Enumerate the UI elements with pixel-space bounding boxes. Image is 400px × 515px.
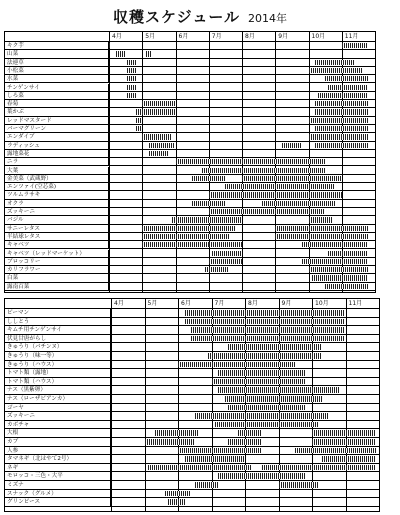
crop-row [5,421,379,430]
harvest-period-bar [228,405,305,411]
harvest-period-bar [309,134,369,139]
crop-row [5,175,375,183]
crop-name: カブ [5,438,111,446]
harvest-period-bar [218,370,305,376]
title-text: 収穫スケジュール [112,8,241,26]
crop-name: エンダイブ [5,133,109,140]
harvest-period-bar [209,192,342,197]
harvest-period-bar [168,499,185,505]
crop-row [5,150,375,158]
harvest-period-bar [262,465,376,471]
crop-name: オクラ [5,200,109,207]
harvest-period-bar [185,310,346,316]
crop-row [5,200,375,208]
harvest-period-bar [202,168,325,173]
crop-name: ししとう [5,318,111,326]
harvest-period-bar [146,51,153,56]
harvest-table-leafy [4,31,376,293]
crop-row [5,429,379,438]
harvest-period-bar [212,251,242,256]
harvest-period-bar [209,259,242,264]
harvest-period-bar [225,184,335,189]
harvest-period-bar [279,482,319,488]
month-label: 7月 [212,299,246,308]
crop-name: きゅうり（味一等） [5,352,111,360]
crop-row [5,447,379,456]
crop-name: 露南百菜 [5,283,109,290]
crop-row [5,343,379,352]
harvest-period-bar [116,51,126,56]
crop-row [5,233,375,241]
harvest-period-bar [309,68,362,73]
harvest-period-bar [185,319,346,325]
harvest-period-bar [136,109,176,114]
crop-name: モロッコ・三色・大平 [5,472,111,480]
month-label: 7月 [209,32,242,41]
crop-row [5,125,375,133]
crop-name: カリフラワー [5,266,109,273]
harvest-period-bar [205,267,228,272]
harvest-period-bar [178,362,252,368]
crop-row [5,438,379,447]
harvest-period-bar [142,101,175,106]
crop-row [5,191,375,199]
crop-name: トマト類（露地） [5,369,111,377]
crop-row [5,67,375,75]
harvest-period-bar [315,126,368,131]
crop-row [5,216,375,224]
harvest-period-bar [127,93,135,98]
crop-name: 白菜 [5,274,109,281]
harvest-period-bar [142,234,228,239]
month-label: 4月 [111,299,145,308]
month-label: 10月 [309,32,342,41]
harvest-period-bar [309,267,369,272]
crop-name: ナス（ローザビアンカ） [5,395,111,403]
harvest-period-bar [275,234,368,239]
harvest-period-bar [209,209,325,214]
crop-row [5,464,379,473]
harvest-table-fruit-root [4,298,380,512]
month-label: 5月 [142,32,175,41]
crop-name: ニラ [5,158,109,165]
crop-name: ラディッシュ [5,142,109,149]
crop-name: トマト類（ハウス） [5,378,111,386]
crop-name: 伏見甘唐がらし [5,335,111,343]
crop-row [5,100,375,108]
crop-name: 大根 [5,429,111,437]
crop-row [5,142,375,150]
month-label: 9月 [275,32,308,41]
crop-name: バジル [5,216,109,223]
harvest-period-bar [195,482,218,488]
crop-name: ミズナ [5,481,111,489]
month-label: 9月 [279,299,313,308]
crop-row [5,158,375,166]
harvest-period-bar [208,353,322,359]
crop-name: ズッキーニ [5,208,109,215]
crop-row [5,274,375,282]
crop-name: キャベツ（レッドマーケット） [5,250,109,257]
crop-name: サニーレタス [5,225,109,232]
crop-row [5,318,379,327]
crop-row [5,50,375,58]
crop-name: きゅうり（ハウス） [5,361,111,369]
harvest-period-bar [127,76,135,81]
crop-name: チンゲンサイ [5,84,109,91]
crop-row [5,378,379,387]
harvest-period-bar [136,118,143,123]
harvest-period-bar [275,226,368,231]
schedule-title [0,6,400,27]
crop-name: キャベツ [5,241,109,248]
harvest-period-bar [127,85,135,90]
crop-row [5,455,379,464]
harvest-period-bar [127,60,135,65]
harvest-period-bar [172,217,242,222]
crop-name: 葉かぶ [5,108,109,115]
harvest-period-bar [262,201,335,206]
crop-name: 人参 [5,447,111,455]
harvest-period-bar [191,336,345,342]
crop-name: カボチャ [5,421,111,429]
harvest-period-bar [295,448,375,454]
crop-name: 法連草 [5,59,109,66]
harvest-period-bar [325,284,368,289]
month-label: 5月 [145,299,179,308]
crop-name: キク芋 [5,42,109,49]
crop-name: ナス（黒紫卵） [5,386,111,394]
crop-row [5,404,379,413]
month-label: 10月 [312,299,346,308]
harvest-period-bar [136,126,143,131]
crop-name: ネギ [5,464,111,472]
crop-name: ピーマン [5,309,111,317]
month-label: 11月 [346,299,380,308]
crop-row [5,361,379,370]
harvest-period-bar [328,251,368,256]
harvest-period-bar [309,118,369,123]
harvest-period-bar [191,327,345,333]
harvest-period-bar [242,176,342,181]
crop-row [5,117,375,125]
harvest-period-bar [218,387,339,393]
harvest-period-bar [342,43,369,48]
harvest-period-bar [142,242,209,247]
crop-name: 春菊 [5,100,109,107]
harvest-period-bar [312,439,376,445]
harvest-period-bar [312,275,369,280]
crop-row [5,75,375,83]
harvest-period-bar [142,134,172,139]
crop-row [5,481,379,490]
crop-row [5,472,379,481]
harvest-period-bar [192,201,225,206]
crop-row [5,490,379,499]
crop-name: 金美菜（武蔵野） [5,175,109,182]
harvest-period-bar [315,60,355,65]
harvest-period-bar [192,176,225,181]
crop-row [5,167,375,175]
month-header [5,32,375,42]
crop-row [5,42,375,50]
crop-name: 山菜 [5,50,109,57]
crop-row [5,266,375,274]
harvest-period-bar [228,439,262,445]
crop-name: グリンピース [5,498,111,506]
month-label: 4月 [109,32,142,41]
crop-row [5,250,375,258]
harvest-period-bar [328,85,368,90]
harvest-period-bar [109,43,111,48]
crop-row [5,59,375,67]
crop-row [5,369,379,378]
month-label: 6月 [178,299,212,308]
harvest-period-bar [142,226,235,231]
harvest-period-bar [252,362,296,368]
harvest-period-bar [185,456,245,462]
harvest-period-bar [218,473,305,479]
harvest-period-bar [228,344,322,350]
crop-row [5,258,375,266]
harvest-period-bar [238,430,261,436]
harvest-period-bar [155,430,199,436]
harvest-period-bar [315,109,368,114]
harvest-period-bar [209,242,242,247]
crop-name: ツルムラサキ [5,191,109,198]
crop-name: しろ菜 [5,92,109,99]
crop-row [5,386,379,395]
harvest-period-bar [148,465,252,471]
harvest-period-bar [325,76,368,81]
crop-row [5,92,375,100]
crop-row [5,326,379,335]
harvest-period-bar [127,68,135,73]
crop-row [5,352,379,361]
harvest-period-bar [165,491,192,497]
crop-row [5,498,379,507]
crop-name: 大葉 [5,167,109,174]
harvest-period-bar [322,456,376,462]
crop-row [5,241,375,249]
crop-name: きゅうり（パチンヌ） [5,343,111,351]
harvest-period-bar [302,259,369,264]
month-label: 8月 [242,32,275,41]
harvest-period-bar [312,430,376,436]
month-header [5,299,379,309]
crop-row [5,283,375,291]
harvest-period-bar [149,151,169,156]
month-label: 11月 [342,32,375,41]
harvest-period-bar [212,379,306,385]
crop-name: スナック（グルメ） [5,490,111,498]
month-label: 6月 [176,32,209,41]
crop-name: バーマグリーン [5,125,109,132]
harvest-period-bar [149,143,176,148]
harvest-period-bar [195,413,329,419]
crop-name: ブロッコリー [5,258,109,265]
harvest-period-bar [282,143,302,148]
crop-row [5,335,379,344]
harvest-period-bar [302,242,369,247]
harvest-period-bar [315,101,368,106]
crop-row [5,108,375,116]
crop-name: 水菜 [5,75,109,82]
harvest-period-bar [318,93,368,98]
harvest-period-bar [145,439,195,445]
crop-name: 小松菜 [5,67,109,74]
crop-name: キムチ用チンゲンサイ [5,326,111,334]
crop-row [5,309,379,318]
crop-row [5,84,375,92]
crop-row [5,183,375,191]
harvest-period-bar [178,448,262,454]
harvest-period-bar [225,396,322,402]
crop-name: タマネギ（北はやて2号） [5,455,111,463]
crop-name: ゴーヤ [5,404,111,412]
month-label: 8月 [245,299,279,308]
harvest-period-bar [215,422,319,428]
crop-row [5,412,379,421]
crop-name: ズッキーニ [5,412,111,420]
crop-row [5,225,375,233]
crop-name: エンツァイ(空芯菜) [5,183,109,190]
crop-row [5,395,379,404]
harvest-period-bar [309,217,332,222]
crop-row [5,208,375,216]
crop-name: 半結球レタス [5,233,109,240]
crop-name: 露地菜花 [5,150,109,157]
crop-name: レッドマスタード [5,117,109,124]
title-year: 2014年 [248,12,288,25]
crop-row [5,133,375,141]
harvest-period-bar [176,159,326,164]
harvest-period-bar [315,143,368,148]
